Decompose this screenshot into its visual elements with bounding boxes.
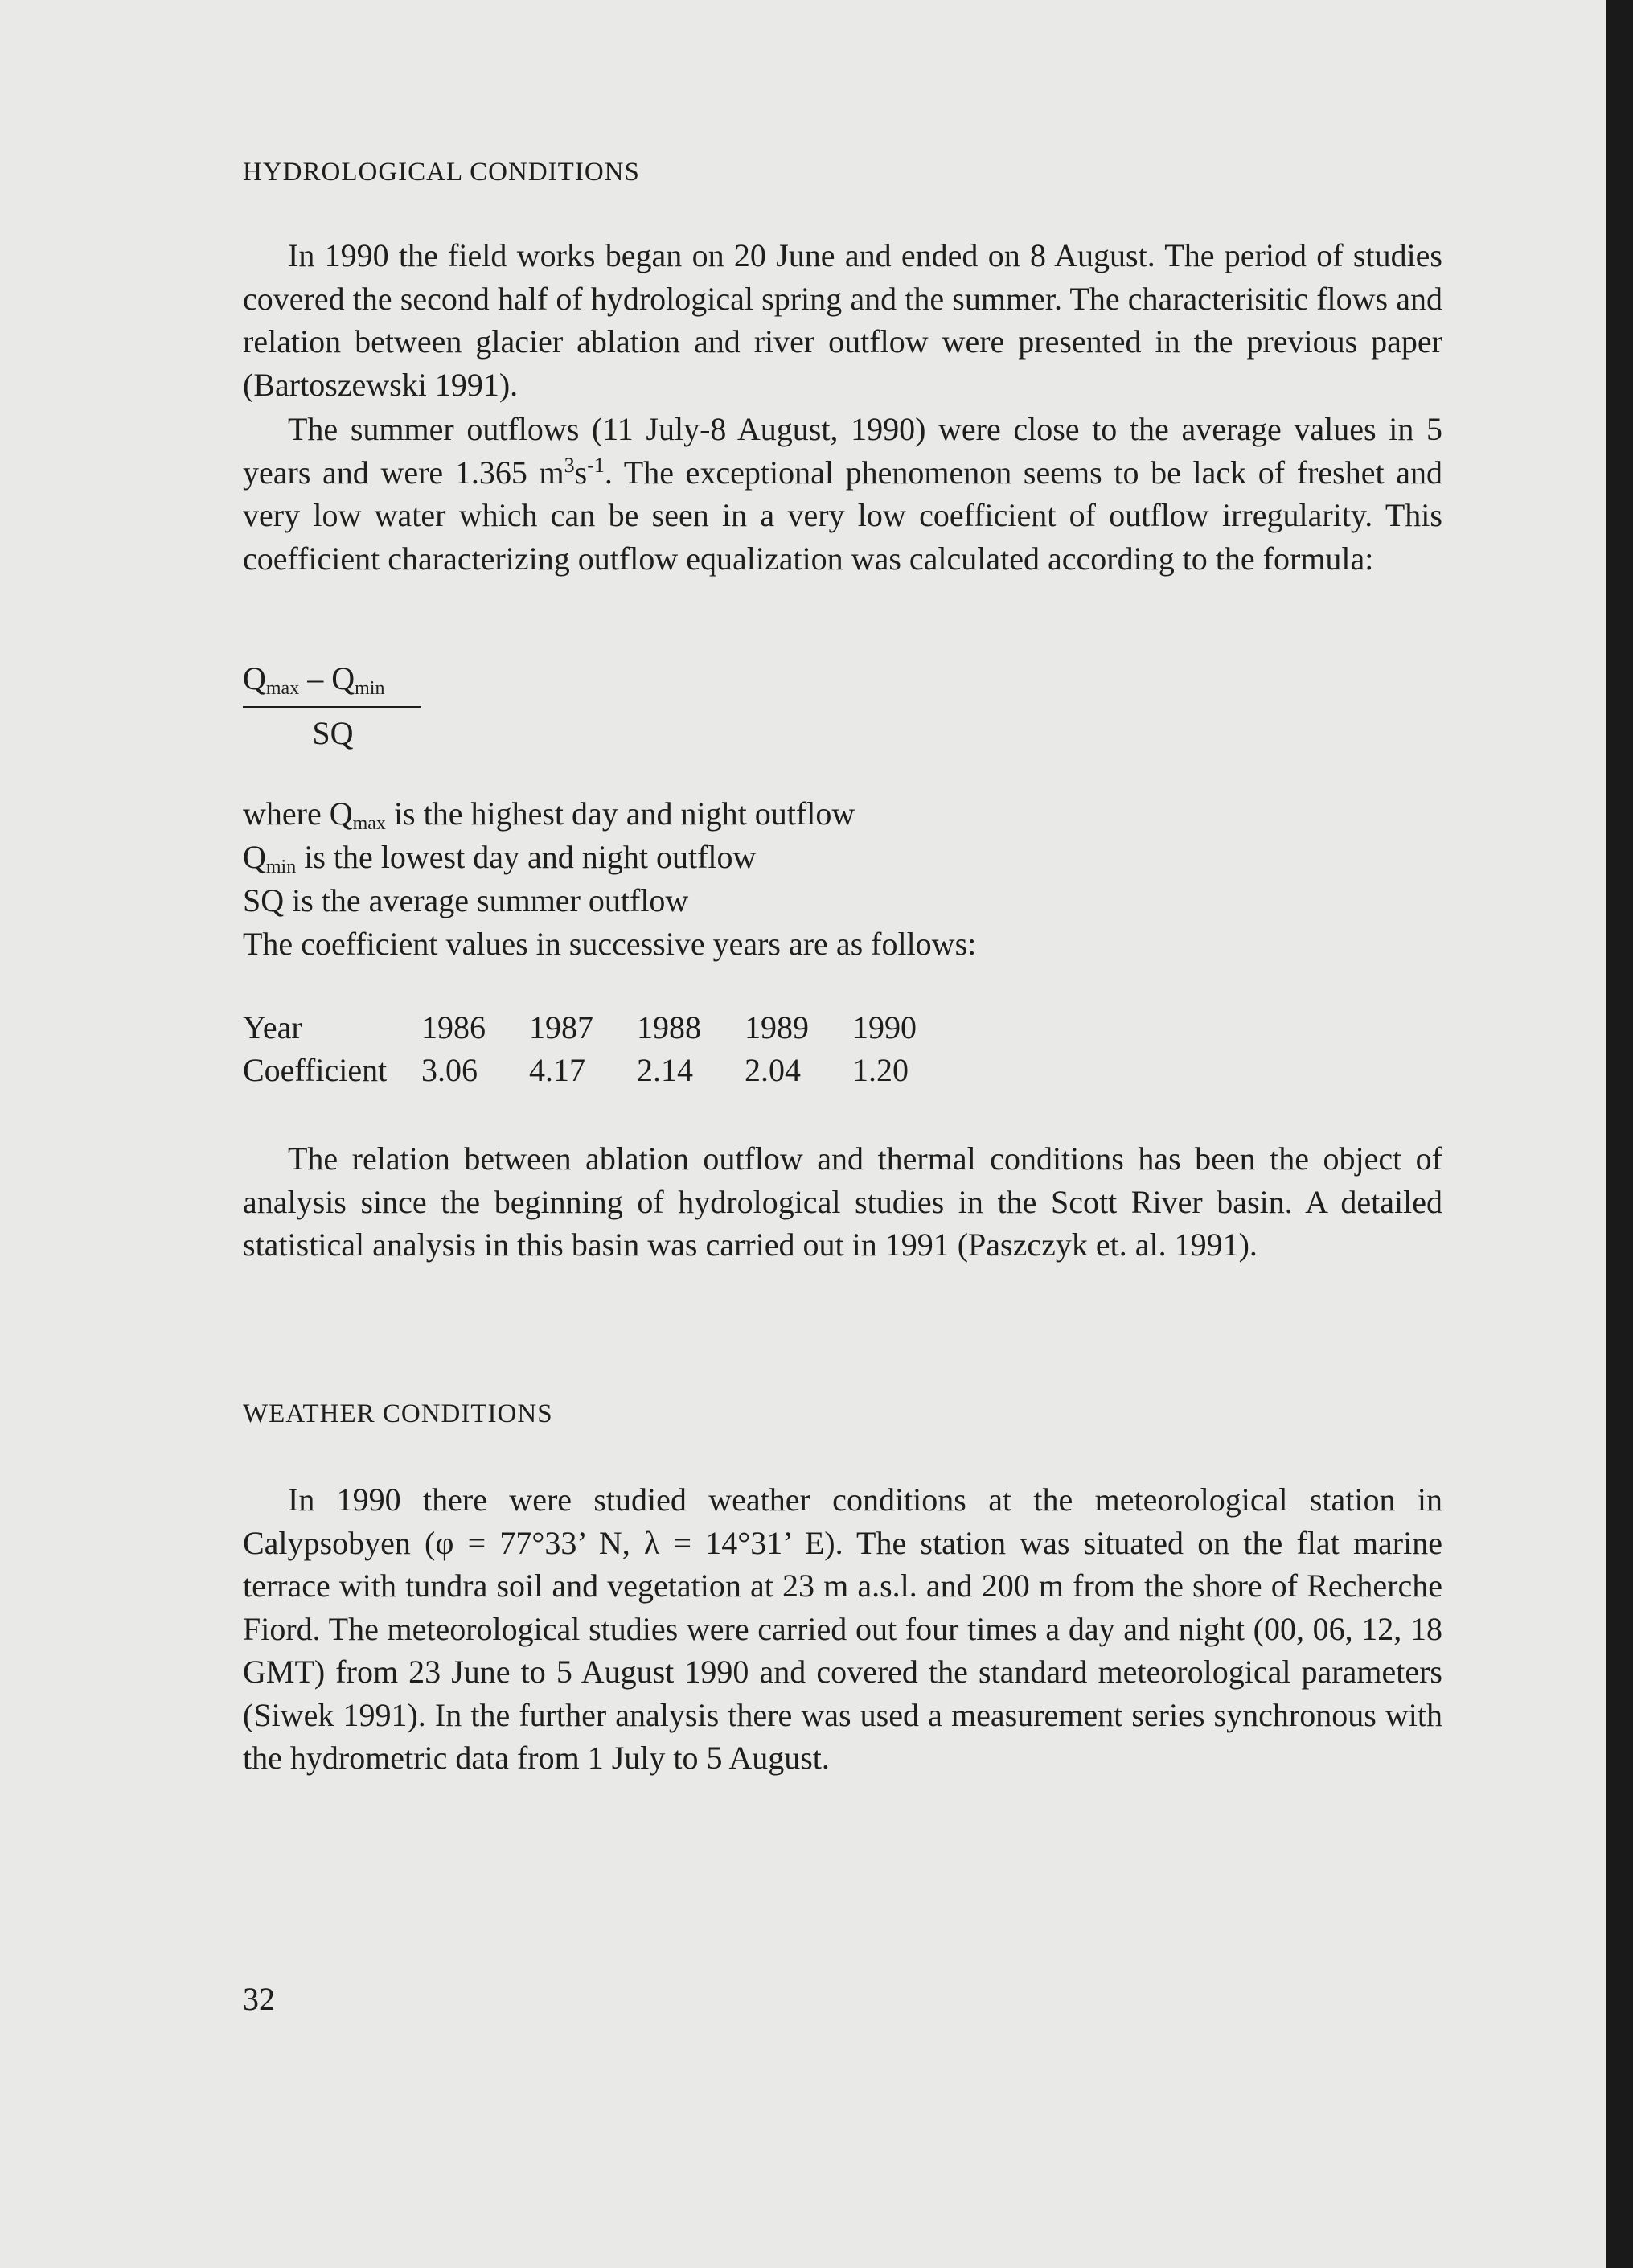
table-cell: 1.20	[852, 1052, 909, 1088]
table-cell: 2.14	[637, 1052, 693, 1088]
table-row-coefficient	[243, 1051, 960, 1094]
table-cell: 1989	[745, 1009, 809, 1046]
page-edge-shadow	[1606, 0, 1633, 2268]
coefficient-table	[243, 1009, 960, 1094]
definition-qmin: $Q_{min}$ is the lowest day and night outflow	[243, 839, 757, 877]
formula-denominator: SQ	[312, 715, 354, 751]
formula-sub-min: min	[355, 678, 385, 699]
unit-superscript-3: 3	[564, 453, 575, 477]
formula-fraction	[243, 659, 423, 752]
table-cell: 4.17	[529, 1052, 585, 1088]
paragraph-field-works: In 1990 the field works began on 20 June and ended on 8 August. The period of studies covered the second half of hydrological spring and the summer. The characterisitic flows and relation between glacier ablation and river outflow were presented in the previous paper (Bartoszewski 1991).	[243, 237, 1442, 403]
summer-outflows-text-a: The summer outflows (11 July-8 August, 1990) were close to the average values in 5 years and were 1.365 m	[243, 411, 1442, 491]
section-heading-weather: WEATHER CONDITIONS	[243, 1399, 553, 1428]
section-heading-hydrological: HYDROLOGICAL CONDITIONS	[243, 158, 640, 187]
table-cell: 1988	[637, 1009, 701, 1046]
paragraph-weather-station: In 1990 there were studied weather conditions at the meteorological station in Calypsobyen (φ = 77°33’ N, λ = 14°31’ E). The station was situated on the flat marine terrace with tundra soil and vegetation at 23 m a.s.l. and 200 m from the shore of Recherche Fiord. The meteorological studies were carried out four times a day and night (00, 06, 12, 18 GMT) from 23 June to 5 August 1990 and covered the standard meteorological parameters (Siwek 1991). In the further analysis there was used a measurement series synchronous with the hydrometric data from 1 July to 5 August.	[243, 1481, 1442, 1776]
definition-qmax: where $Q_{max}$ is the highest day and night outflow	[243, 795, 855, 834]
table-cell: 3.06	[421, 1052, 478, 1088]
unit-superscript-minus-1: -1	[587, 453, 605, 477]
definition-sq: SQ is the average summer outflow	[243, 882, 689, 918]
paragraph-summer-outflows	[243, 408, 1442, 580]
coefficient-intro: The coefficient values in successive years are as follows:	[243, 926, 977, 962]
table-row-year	[243, 1009, 960, 1051]
formula-numerator: $Q_{max} - Q_{min}$	[243, 660, 385, 699]
fraction-bar	[243, 706, 421, 708]
table-row-label: Year	[243, 1009, 302, 1046]
table-cell: 2.04	[745, 1052, 801, 1088]
table-row-label: Coefficient	[243, 1052, 388, 1088]
unit-s: s	[574, 454, 588, 491]
paragraph-ablation-relation: The relation between ablation outflow and thermal conditions has been the object of analysis since the beginning of hydrological studies in the Scott River basin. A detailed statistical analysis in this basin was carried out in 1991 (Paszczyk et. al. 1991).	[243, 1140, 1442, 1263]
table-cell: 1990	[852, 1009, 917, 1046]
summer-outflows-text-b: . The exceptional phenomenon seems to be lack of freshet and very low water which can be seen in a very low coefficient of outflow irregularity. This coefficient characterizing outflow equalization was calculated according to the formula:	[243, 454, 1442, 577]
table-cell: 1987	[529, 1009, 593, 1046]
table-cell: 1986	[421, 1009, 486, 1046]
page-number: 32	[243, 1981, 275, 2017]
formula-sub-max: max	[265, 678, 300, 699]
